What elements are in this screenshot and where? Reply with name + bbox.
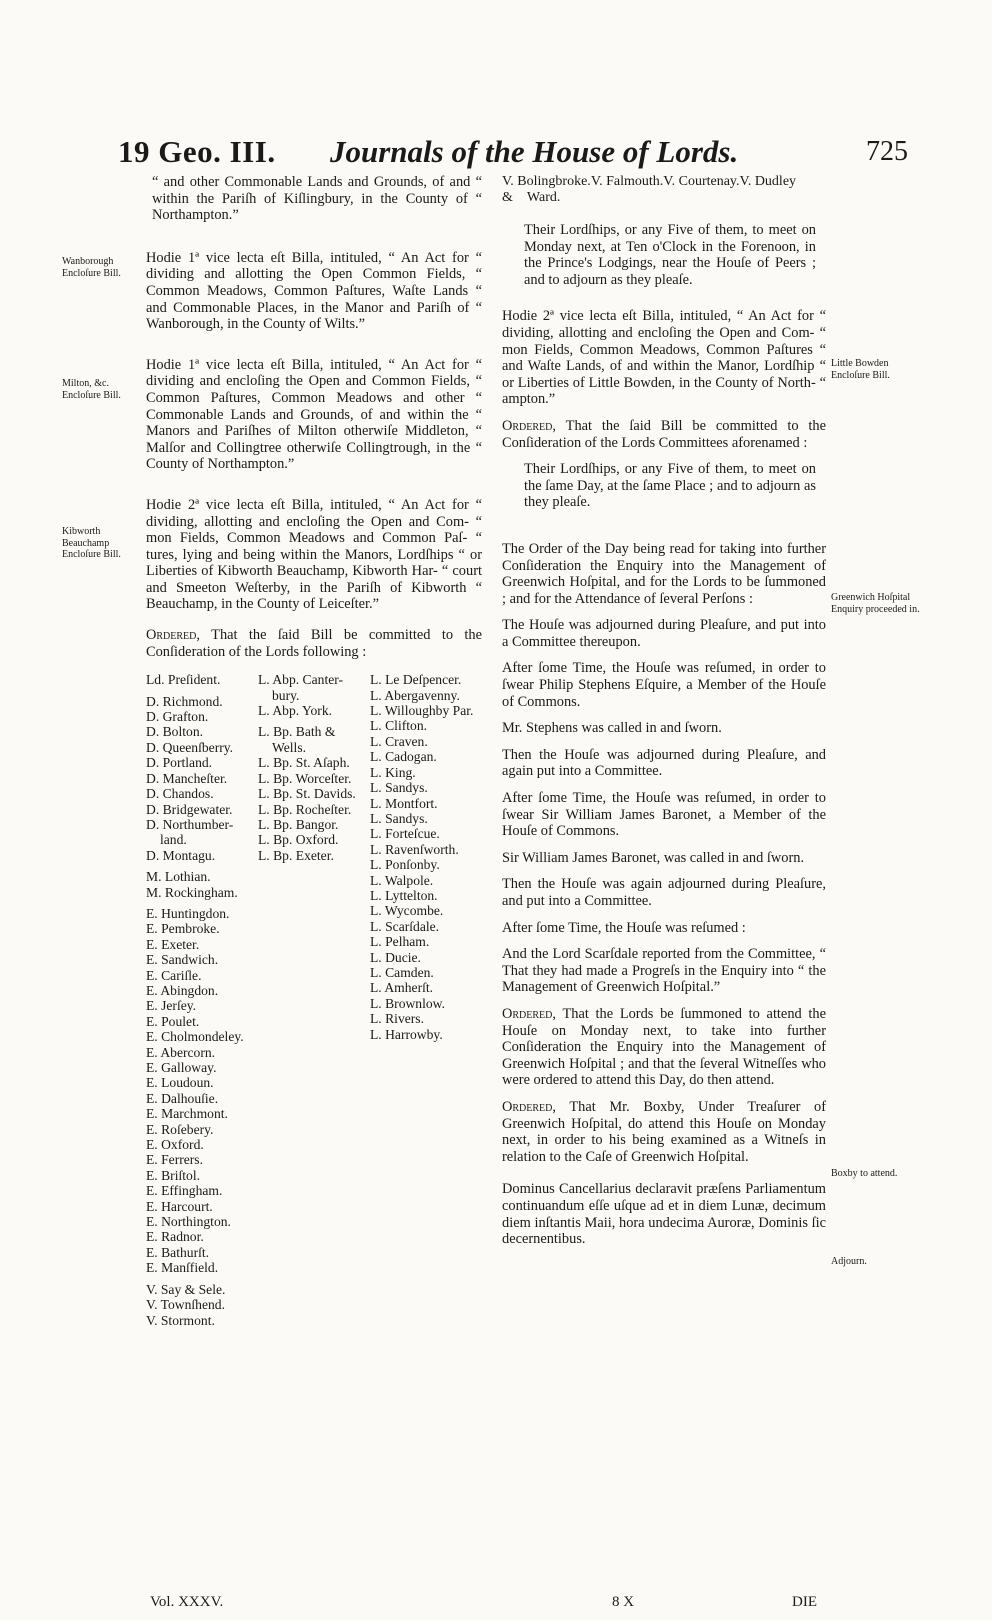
lord-name: L. Scarſdale. (370, 918, 440, 934)
lord-name: D. Chandos. (146, 786, 214, 802)
ordered-committee-2 (502, 418, 826, 451)
lord-name: land. (160, 832, 187, 848)
lord-name: E. Pembroke. (146, 921, 220, 937)
adjournment-latin: Dominus Cancellarius declaravit præſens Parliamentum continuandum eſſe uſque ad et in diem Lunæ, decimum diem inſtantis Maii, hora undecima Auroræ, Dominis ſic decernentibus. (502, 1181, 826, 1248)
lord-name: V. Say & Sele. (146, 1281, 226, 1297)
lord-name: D. Montagu. (146, 847, 216, 863)
house-adjourned-2: Then the Houſe was adjourned during Pleaſure, and again put into a Committee. (502, 746, 826, 780)
lord-name: V. Falmouth. (590, 174, 664, 189)
lord-name: L. Sandys. (370, 810, 428, 826)
lords-column-3 (370, 672, 482, 1042)
house-resumed-stephens: After ſome Time, the Houſe was reſumed, in order to ſwear Philip Stephens Eſquire, a Member of the Houſe of Commons. (502, 660, 826, 710)
lord-name: L. Ducie. (370, 949, 421, 965)
lord-name: Ld. Preſident. (146, 672, 221, 688)
lord-name: L. Bp. Exeter. (258, 847, 334, 863)
lord-name: L. Bp. Rocheſter. (258, 801, 352, 817)
lord-name: V. Stormont. (146, 1312, 215, 1328)
lord-name: L. Le Deſpencer. (370, 672, 462, 688)
lord-name: E. Harcourt. (146, 1198, 213, 1214)
ordered-committee (146, 627, 482, 660)
margin-note-boxby: Boxby to attend. (831, 1168, 898, 1179)
lord-name: E. Exeter. (146, 936, 200, 952)
lord-name: L. Camden. (370, 964, 434, 980)
lord-name: E. Abingdon. (146, 982, 219, 998)
wanborough-bill-text: Hodie 1ª vice lecta eſt Billa, intituled, “ An Act for “ dividing and allotting the Open Common Fields, “ Common Meadows, Common Paſtures, Waſte Lands “ and Commonable Places, in the Manor and Pariſh of “ Wanborough, in the County of Wilts.” (146, 249, 482, 333)
lord-name: L. Brownlow. (370, 995, 446, 1011)
margin-note-milton: Milton, &c. Encloſure Bill. (62, 378, 121, 401)
ordered-label: Ordered, (146, 627, 200, 644)
lord-name: D. Northumber- (146, 816, 234, 832)
lord-name: E. Cariſle. (146, 967, 202, 983)
greenwich-order-text: The Order of the Day being read for taking into further Conſideration the Enquiry into the Management of Greenwich Hoſpital, and for the Lords to be ſummoned ; and for the Attendance of ſeveral Perſons : (502, 540, 826, 607)
lord-name: L. Abp. Canter- (258, 672, 344, 688)
kibworth-bill-text: Hodie 2ª vice lecta eſt Billa, intituled, “ An Act for “ dividing, allotting and encloſing the Open and Com- “ mon Fields, Common Meadows and Common Paſ- “ tures, lying and being within the Manors, Lordſhips “ or Liberties of Kibworth Beauchamp, Kibworth Har- “ court and Smeeton Weſterby, in the Pariſh of Kibworth “ Beauchamp, in the County of Leiceſter.” (146, 496, 482, 613)
lord-name: L. Craven. (370, 733, 428, 749)
lord-name: L. Clifton. (370, 718, 428, 734)
journal-title: Journals of the House of Lords. (330, 134, 739, 169)
left-column (146, 174, 482, 1432)
lord-name: E. Roſebery. (146, 1121, 214, 1137)
margin-note-little-bowden: Little Bowden Encloſure Bill. (831, 358, 890, 381)
lord-name: L. Abp. York. (258, 703, 333, 719)
lord-name: E. Effingham. (146, 1183, 223, 1199)
lord-name: E. Marchmont. (146, 1106, 228, 1122)
lord-name: E. Manſfield. (146, 1260, 219, 1276)
lord-name: V. Bolingbroke. (502, 174, 591, 189)
lord-name: E. Galloway. (146, 1060, 217, 1075)
lord-name: L. Harrowby. (370, 1026, 443, 1042)
lord-name: L. Ravenſworth. (370, 841, 459, 857)
lord-name: E. Briſtol. (146, 1167, 200, 1183)
lord-name: L. Montfort. (370, 795, 438, 811)
lord-name: L. Rivers. (370, 1011, 424, 1027)
lord-name: E. Jerſey. (146, 998, 197, 1014)
continued-text: “ and other Commonable Lands and Grounds, of and “ within the Pariſh of Kiſlingbury, in the County of “ Northampton.” (152, 174, 482, 224)
ordered-text: That the ſaid Bill be committed to the Conſideration of the Lords following : (146, 627, 482, 660)
lord-name: E. Loudoun. (146, 1075, 214, 1091)
lord-name: L. Bp. Bath & (258, 724, 336, 740)
page-number: 725 (866, 136, 908, 167)
catchword: DIE (792, 1594, 817, 1610)
lord-name: E. Poulet. (146, 1013, 200, 1029)
house-resumed-final: After ſome Time, the Houſe was reſumed : (502, 919, 746, 936)
lord-name: L. Walpole. (370, 872, 434, 888)
house-resumed-james: After ſome Time, the Houſe was reſumed, in order to ſwear Sir William James Baronet, a Member of the Houſe of Commons. (502, 790, 826, 840)
lords-column-1 (146, 672, 258, 1328)
lord-name: L. Ponſonby. (370, 857, 440, 873)
lord-name: L. Wycombe. (370, 903, 444, 919)
meeting-notice-1: Their Lordſhips, or any Five of them, to meet on Monday next, at Ten o'Clock in the Forenoon, in the Prince's Lodgings, near the Houſe of Peers ; and to adjourn as they pleaſe. (524, 222, 816, 288)
lord-name: bury. (272, 687, 300, 703)
lord-name: E. Huntingdon. (146, 905, 230, 921)
meeting-notice-2: Their Lordſhips, or any Five of them, to meet on the ſame Day, at the ſame Place ; and to adjourn as they pleaſe. (524, 461, 816, 511)
lord-name: Wells. (272, 739, 307, 755)
ordered-label: Ordered, (502, 1098, 556, 1115)
house-adjourned-3: Then the Houſe was again adjourned during Pleaſure, and put into a Committee. (502, 876, 826, 909)
lord-name: L. Bp. Worceſter. (258, 770, 352, 786)
ordered-label: Ordered, (502, 417, 556, 434)
peers-list (502, 174, 826, 206)
ordered-boxby (502, 1099, 826, 1165)
margin-note-adjourn: Adjourn. (831, 1256, 867, 1267)
lord-name: E. Bathurſt. (146, 1244, 210, 1260)
regnal-year: 19 Geo. III. (118, 134, 276, 169)
lords-column-2 (258, 672, 370, 863)
lord-name: E. Sandwich. (146, 952, 219, 968)
lord-name: L. Sandys. (370, 780, 428, 796)
margin-note-kibworth: Kibworth Beauchamp Encloſure Bill. (62, 526, 121, 560)
lord-name: V. Townſhend. (146, 1297, 225, 1313)
lord-name: D. Queenſberry. (146, 739, 234, 755)
lord-name: M. Rockingham. (146, 884, 238, 900)
lord-name: E. Abercorn. (146, 1044, 216, 1060)
lord-name: L. Bp. Bangor. (258, 816, 339, 832)
lord-name: L. Cadogan. (370, 749, 437, 765)
right-column (502, 174, 826, 1248)
ordered-label: Ordered, (502, 1005, 556, 1022)
james-sworn: Sir William James Baronet, was called in and ſworn. (502, 849, 805, 866)
lord-name: D. Mancheſter. (146, 770, 228, 786)
lord-name: D. Bridgewater. (146, 801, 233, 817)
house-adjourned-1: The Houſe was adjourned during Pleaſure, and put into a Committee thereupon. (502, 617, 826, 650)
little-bowden-bill-text: Hodie 2ª vice lecta eſt Billa, intituled, “ An Act for “ dividing, allotting and encloſing the Open and Com- “ mon Fields, Common Meadows, Common Paſtures “ and Waſte Lands, of and within the Manor, Lordſhip “ or Liberties of Little Bowden, in the County of North- “ ampton.” (502, 308, 826, 408)
lord-name: L. Lyttelton. (370, 887, 438, 903)
lord-name: E. Oxford. (146, 1137, 204, 1153)
lord-name: E. Radnor. (146, 1229, 204, 1245)
stephens-sworn: Mr. Stephens was called in and ſworn. (502, 720, 722, 737)
lord-name: D. Bolton. (146, 724, 204, 740)
lord-name: E. Dalhouſie. (146, 1090, 219, 1106)
ordered-text: That the Lords be ſummoned to attend the Houſe on Monday next, to take into further Conſideration the Enquiry into the Management of Greenwich Hoſpital ; and that the ſeveral Witneſſes who were ordered to attend this Day, do then attend. (502, 1005, 826, 1089)
lord-name: L. Bp. St. Aſaph. (258, 755, 350, 771)
lord-name: L. King. (370, 764, 416, 780)
lord-name: L. Bp. Oxford. (258, 832, 339, 848)
volume-footer: Vol. XXXV. (150, 1594, 224, 1610)
margin-note-greenwich: Greenwich Hoſpital Enquiry proceeded in. (831, 592, 920, 615)
lord-name: L. Abergavenny. (370, 687, 460, 703)
lord-name: D. Richmond. (146, 693, 223, 709)
lord-name: D. Grafton. (146, 709, 209, 725)
lord-name: E. Northington. (146, 1214, 231, 1230)
lord-name: V. Courtenay. (663, 174, 740, 189)
lord-name: L. Willoughby Par. (370, 703, 474, 719)
ordered-text: That Mr. Boxby, Under Treaſurer of Greenwich Hoſpital, do attend this Houſe on Monday next, in order to his being examined as a Witneſs in relation to the Caſe of Greenwich Hoſpital. (502, 1098, 827, 1165)
lord-name: L. Amherſt. (370, 980, 434, 996)
ordered-summon-lords (502, 1006, 826, 1089)
margin-note-wanborough: Wanborough Encloſure Bill. (62, 256, 121, 279)
lord-name: L. Pelham. (370, 934, 430, 950)
lord-name: D. Portland. (146, 755, 213, 771)
page-header (118, 132, 908, 178)
lord-name: L. Bp. St. Davids. (258, 786, 356, 802)
lord-name: M. Lothian. (146, 869, 211, 885)
lord-name: E. Cholmondeley. (146, 1029, 244, 1045)
milton-bill-text: Hodie 1ª vice lecta eſt Billa, intituled, “ An Act for “ dividing and encloſing the Open and Common Fields, “ Common Paſtures, Common Meadows and other “ Commonable Lands and Grounds, of and within the “ Manors and Pariſhes of Milton otherwiſe Middleton, “ Malſor and Collingtree otherwiſe Collingtrough, in the “ County of Northampton.” (146, 356, 482, 473)
lord-name: L. Forteſcue. (370, 826, 440, 842)
scarsdale-report: And the Lord Scarſdale reported from the Committee, “ That they had made a Progreſs in the Enquiry into “ the Management of Greenwich Hoſpital.” (502, 946, 826, 996)
signature-mark: 8 X (612, 1594, 635, 1610)
lord-name: Ward. (526, 190, 561, 205)
ordered-text: That the ſaid Bill be committed to the Conſideration of the Lords Committees aforenamed : (502, 417, 826, 451)
lord-name: E. Ferrers. (146, 1152, 203, 1168)
lords-list (146, 672, 482, 1432)
lord-name: V. Dudley & (502, 174, 797, 205)
